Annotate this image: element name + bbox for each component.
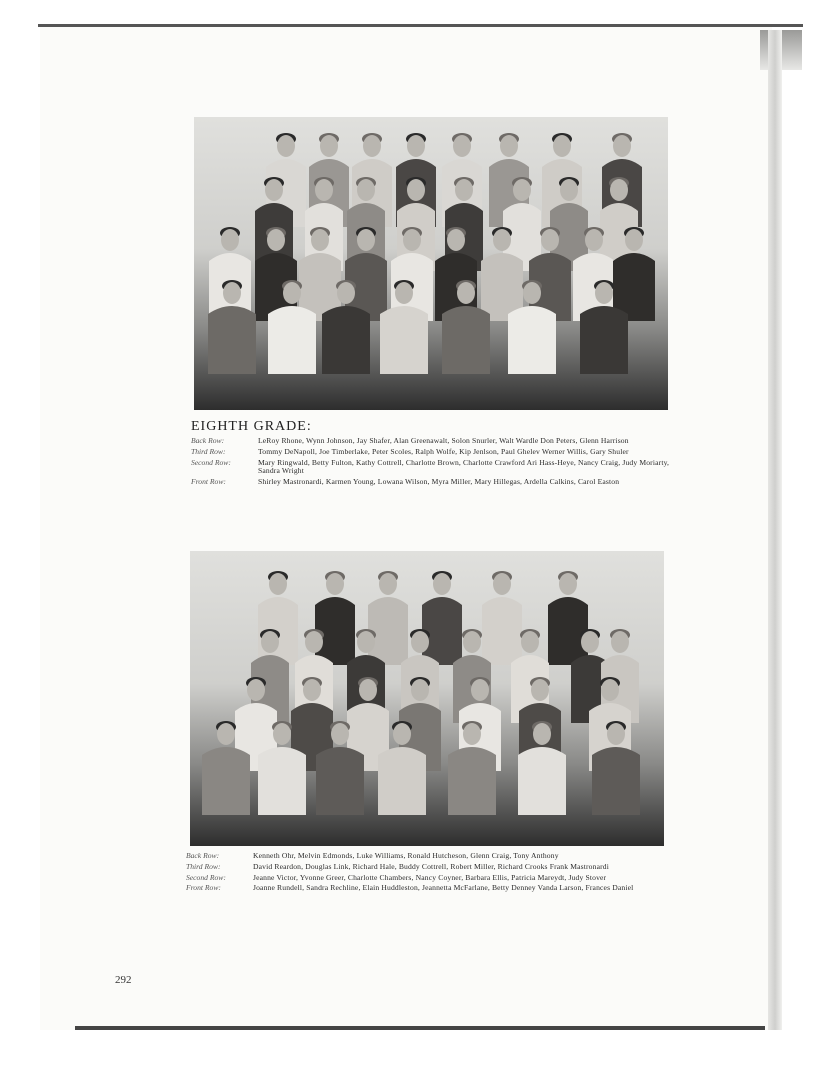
page-number: 292 [115,974,132,986]
person-head [326,573,344,595]
page-edge [768,30,782,1030]
person-head [331,723,349,745]
scan-border-bottom [75,1026,765,1030]
row-label: Second Row: [186,872,226,882]
person-head [493,573,511,595]
person-head [513,179,531,201]
person-head [359,679,377,701]
person-head [247,679,265,701]
class-photo-2-figures [190,551,664,846]
class-photo-1 [194,117,668,410]
person-head [407,179,425,201]
roster-row [186,863,666,871]
person-head [523,282,541,304]
row-names: Jeanne Victor, Yvonne Greer, Charlotte Chambers, Nancy Coyner, Barbara Ellis, Patricia Mareydt, Judy Stover [253,872,607,882]
person-head [357,631,375,653]
person-head [433,573,451,595]
person-body [380,306,428,374]
roster-row [186,852,666,860]
person-head [265,179,283,201]
person-head [595,282,613,304]
person-body [508,306,556,374]
person-head [223,282,241,304]
person-head [379,573,397,595]
person-head [447,229,465,251]
roster-row [186,884,666,892]
person-head [217,723,235,745]
person-body [580,306,628,374]
person-body [518,747,566,815]
person-head [267,229,285,251]
person-head [493,229,511,251]
person-head [541,229,559,251]
person-head [533,723,551,745]
row-names: Kenneth Ohr, Melvin Edmonds, Luke Williams, Ronald Hutcheson, Glenn Craig, Tony Anthony [253,851,559,860]
person-body [208,306,256,374]
person-head [411,679,429,701]
person-head [471,679,489,701]
person-head [625,229,643,251]
person-head [611,631,629,653]
person-head [607,723,625,745]
person-head [613,135,631,157]
person-head [500,135,518,157]
person-head [277,135,295,157]
row-label: Front Row: [191,476,226,486]
person-head [315,179,333,201]
person-head [357,229,375,251]
person-head [403,229,421,251]
person-body [268,306,316,374]
person-body [422,597,462,665]
roster-row [191,478,671,486]
row-names: Tommy DeNapoll, Joe Timberlake, Peter Scoles, Ralph Wolfe, Kip Jenlson, Paul Ghelev Werner Willis, Gary Shuler [258,446,629,456]
roster-class-2 [186,852,666,895]
person-head [393,723,411,745]
person-head [463,723,481,745]
section-title: EIGHTH GRADE: [191,419,312,434]
person-head [311,229,329,251]
person-body [322,306,370,374]
row-label: Front Row: [186,883,221,893]
person-head [560,179,578,201]
person-head [303,679,321,701]
person-body [442,306,490,374]
row-names: Mary Ringwald, Betty Fulton, Kathy Cottrell, Charlotte Brown, Charlotte Crawford Ari Hass-Heye, Nancy Craig, Judy Moriarty, Sandra Wright [258,457,670,475]
person-head [363,135,381,157]
row-label: Third Row: [186,861,221,871]
person-head [320,135,338,157]
roster-row [191,448,671,456]
person-head [283,282,301,304]
row-label: Back Row: [191,436,225,445]
person-head [273,723,291,745]
person-head [407,135,425,157]
person-head [457,282,475,304]
person-head [553,135,571,157]
person-head [463,631,481,653]
row-label: Third Row: [191,446,226,456]
roster-row [186,874,666,882]
class-photo-1-figures [194,117,668,410]
person-head [601,679,619,701]
person-head [261,631,279,653]
person-head [357,179,375,201]
row-label: Second Row: [191,457,231,467]
person-head [521,631,539,653]
class-photo-2 [190,551,664,846]
person-head [221,229,239,251]
person-body [482,597,522,665]
person-head [559,573,577,595]
person-head [453,135,471,157]
person-head [455,179,473,201]
person-body [258,747,306,815]
person-head [411,631,429,653]
row-names: LeRoy Rhone, Wynn Johnson, Jay Shafer, Alan Greenawalt, Solon Snurler, Walt Wardle Don Peters, Glenn Harrison [258,436,629,445]
person-body [548,597,588,665]
person-body [316,747,364,815]
person-body [592,747,640,815]
roster-row [191,437,671,445]
person-head [269,573,287,595]
roster-row [191,459,671,476]
row-label: Back Row: [186,851,220,860]
person-head [585,229,603,251]
person-head [337,282,355,304]
person-body [448,747,496,815]
person-head [581,631,599,653]
person-head [610,179,628,201]
person-head [305,631,323,653]
row-names: David Reardon, Douglas Link, Richard Hale, Buddy Cottrell, Robert Miller, Richard Crooks Frank Mastronardi [253,861,609,871]
person-head [531,679,549,701]
row-names: Joanne Rundell, Sandra Rechline, Elain Huddleston, Jeannetta McFarlane, Betty Denney Vanda Larson, Frances Daniel [253,883,634,893]
person-body [202,747,250,815]
row-names: Shirley Mastronardi, Karmen Young, Lowana Wilson, Myra Miller, Mary Hillegas, Ardella Calkins, Carol Easton [258,476,620,486]
person-head [395,282,413,304]
person-body [368,597,408,665]
roster-class-1 [191,437,671,489]
person-body [378,747,426,815]
